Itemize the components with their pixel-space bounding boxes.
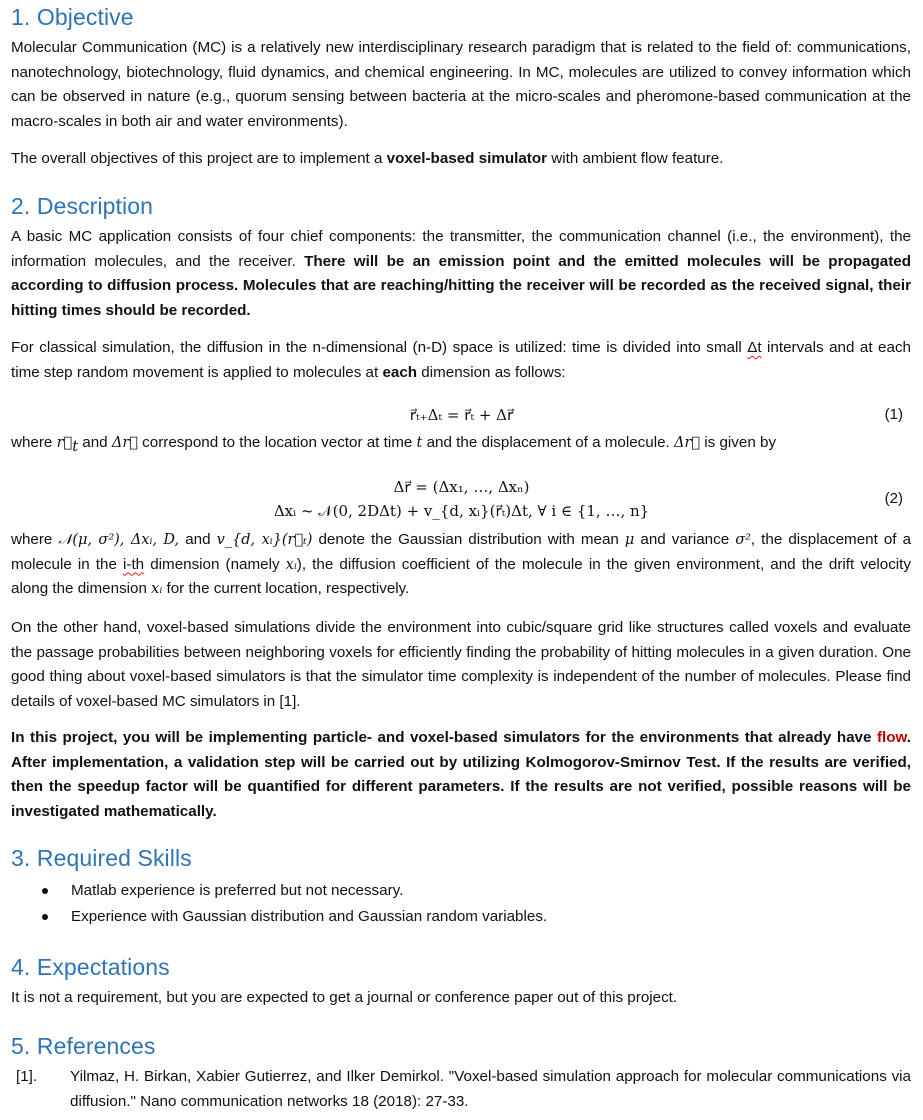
text-run: For classical simulation, the diffusion in the n-dimensional (n-D) space is utilized: time is divided into small [11,339,748,356]
text-run: is given by [700,434,777,451]
equation-2-line-2 [0,500,923,522]
text-run: A basic MC application consists of four chief components: the transmitter, the communication channel (i.e., the environment), the information molecules, and the receiver. [11,228,911,270]
description-paragraph-1 [11,225,911,323]
text-run: dimension as follows: [417,363,566,381]
expectations-paragraph: It is not a requirement, but you are expected to get a journal or conference paper out of this project. [11,989,678,1006]
bullet-icon [42,888,48,894]
math-subscript-t: t [72,439,79,456]
text-run: , the displacement of a molecule in the [11,531,912,573]
objective-paragraph: Molecular Communication (MC) is a relatively new interdisciplinary research paradigm that is related to the field of: communications, nanotechnology, biotechnology, fluid dynamics, and chemical engineering. In MC, molecules are utilized to convey information which can be observed in nature (e.g., quorum sensing between bacteria at the micro-scales and pheromone-based communication at the macro-scales in both air and water environments). [11,39,911,130]
reference-number: [1]. [16,1068,38,1085]
heading-required-skills: 3. Required Skills [11,845,192,871]
heading-expectations: 4. Expectations [11,954,170,980]
description-paragraph-2 [11,336,911,385]
where-paragraph-1 [11,431,911,456]
reference-item [11,1065,911,1114]
text-run: and [78,434,112,451]
bold-text-run: voxel-based simulator [386,150,548,167]
skills-list [11,878,911,930]
equation-1-number: (1) [884,406,903,423]
text-run: for the current location, respectively. [162,580,410,597]
text-run: intervals and at each time step random movement is applied to molecules at [11,339,911,381]
description-paragraph-4 [11,726,911,824]
math-symbols: 𝒩(μ, σ²), Δxᵢ, D, [58,532,180,548]
text-run: correspond to the location vector at time [137,434,417,451]
description-paragraph-3: On the other hand, voxel-based simulations divide the environment into cubic/square grid like structures called voxels and evaluate the passage probabilities between neighboring voxels for efficiently finding the probability of hitting molecules in a given duration. One good thing about voxel-based simulators is that the simulator time complexity is independent of the number of molecules. Please find details of voxel-based MC simulators in [1]. [11,619,911,710]
reference-text: Yilmaz, H. Birkan, Xabier Gutierrez, and Ilker Demirkol. "Voxel-based simulation approach for molecular communications via diffusion." Nano communication networks 18 (2018): 27-33. [70,1068,911,1110]
math-xi: xᵢ [285,556,297,573]
math-t: t [416,435,423,451]
heading-description: 2. Description [11,193,154,219]
text-run: where [11,531,59,548]
skills-item-text: Experience with Gaussian distribution and Gaussian random variables. [71,908,548,925]
bullet-icon [42,914,48,920]
text-run: and the displacement of a molecule. [422,434,674,451]
text-run: dimension (namely [144,555,286,573]
skills-list-item [11,904,911,930]
equation-2-expression-2: Δxᵢ ~ 𝒩(0, 2DΔt) + v_{d, xᵢ}(r⃗ₜ)Δt, ∀ i ∈ {1, …, n} [273,502,650,520]
text-run: and [179,531,217,548]
skills-list-item [11,878,911,904]
math-mu: μ [624,532,635,548]
equation-2-expression-1: Δr⃗ = (Δx₁, …, Δxₙ) [393,478,530,496]
math-drift-velocity: v_{d, xᵢ}(r⃗ₜ) [216,532,313,548]
spellcheck-word: Δt [747,339,762,356]
flow-highlight: flow [876,729,907,746]
math-delta-r: Δr⃗ [111,435,138,451]
equation-1 [0,404,923,426]
equation-1-expression: r⃗ₜ₊Δₜ = r⃗ₜ + Δr⃗ [409,406,514,424]
bold-text-run: . After implementation, a validation step will be carried out by utilizing Kolmogorov-Smirnov Test. If the results are verified, then the speedup factor will be quantified for different parameters. If the results are not verified, possible reasons will be investigated mathematically. [11,729,911,820]
text-run: ), the diffusion coefficient of the molecule in the given environment, and the drift velocity along the dimension [11,555,911,597]
math-sigma-squared: σ² [735,532,751,548]
bold-text-run: each [382,363,418,381]
heading-references: 5. References [11,1033,156,1059]
equation-2-line-1 [0,476,923,498]
math-delta-r: Δr⃗ [673,435,701,451]
objective-summary-paragraph [11,147,911,172]
text-run: and variance [634,531,736,548]
text-run: The overall objectives of this project are to implement a [11,150,387,167]
math-xi: xᵢ [151,581,163,597]
where-paragraph-2 [11,528,911,602]
equation-2-number: (2) [884,490,903,507]
skills-item-text: Matlab experience is preferred but not necessary. [71,882,404,899]
bold-text-run: In this project, you will be implementing particle- and voxel-based simulators for the environments that already have [11,729,877,746]
text-run: where [11,434,57,451]
spellcheck-word: i-th [123,555,145,573]
bold-text-run: There will be an emission point and the emitted molecules will be propagated according to diffusion process. Molecules that are reaching/hitting the receiver will be recorded as the received signal, their hitting times should be recorded. [11,252,912,319]
text-run: with ambient flow feature. [547,150,724,167]
text-run: denote the Gaussian distribution with mean [312,531,625,548]
heading-objective: 1. Objective [11,4,134,30]
math-r-vector: r⃗ [56,435,73,451]
